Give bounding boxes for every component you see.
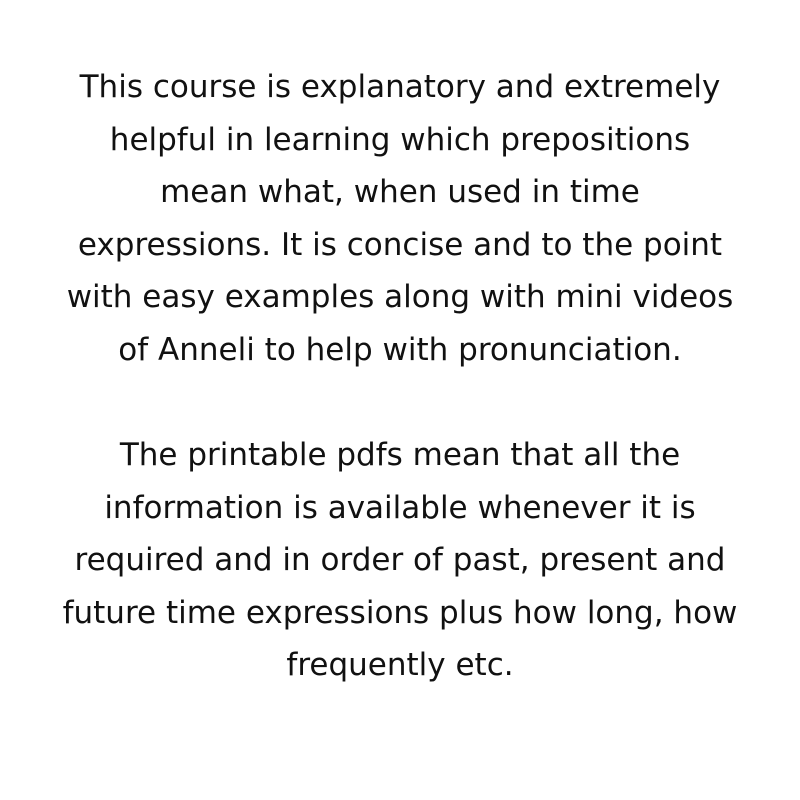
text-line: helpful in learning which prepositions — [109, 121, 691, 158]
text-line: expressions. It is concise and to the point — [77, 226, 723, 263]
text-line: frequently etc. — [286, 647, 514, 683]
text-line: future time expressions plus how long, how — [62, 594, 738, 631]
text-line: The printable pdfs mean that all the — [119, 437, 681, 473]
text-line: mean what, when used in time — [160, 174, 640, 210]
text-line: with easy examples along with mini videos — [66, 279, 734, 315]
testimonial-paragraph-1 — [40, 61, 760, 376]
text-line: required and in order of past, present and — [74, 542, 726, 578]
text-line: of Anneli to help with pronunciation. — [118, 331, 682, 368]
text-line: information is available whenever it is — [104, 489, 696, 526]
text-line: This course is explanatory and extremely — [79, 69, 721, 105]
testimonial-paragraph-2 — [40, 429, 760, 692]
